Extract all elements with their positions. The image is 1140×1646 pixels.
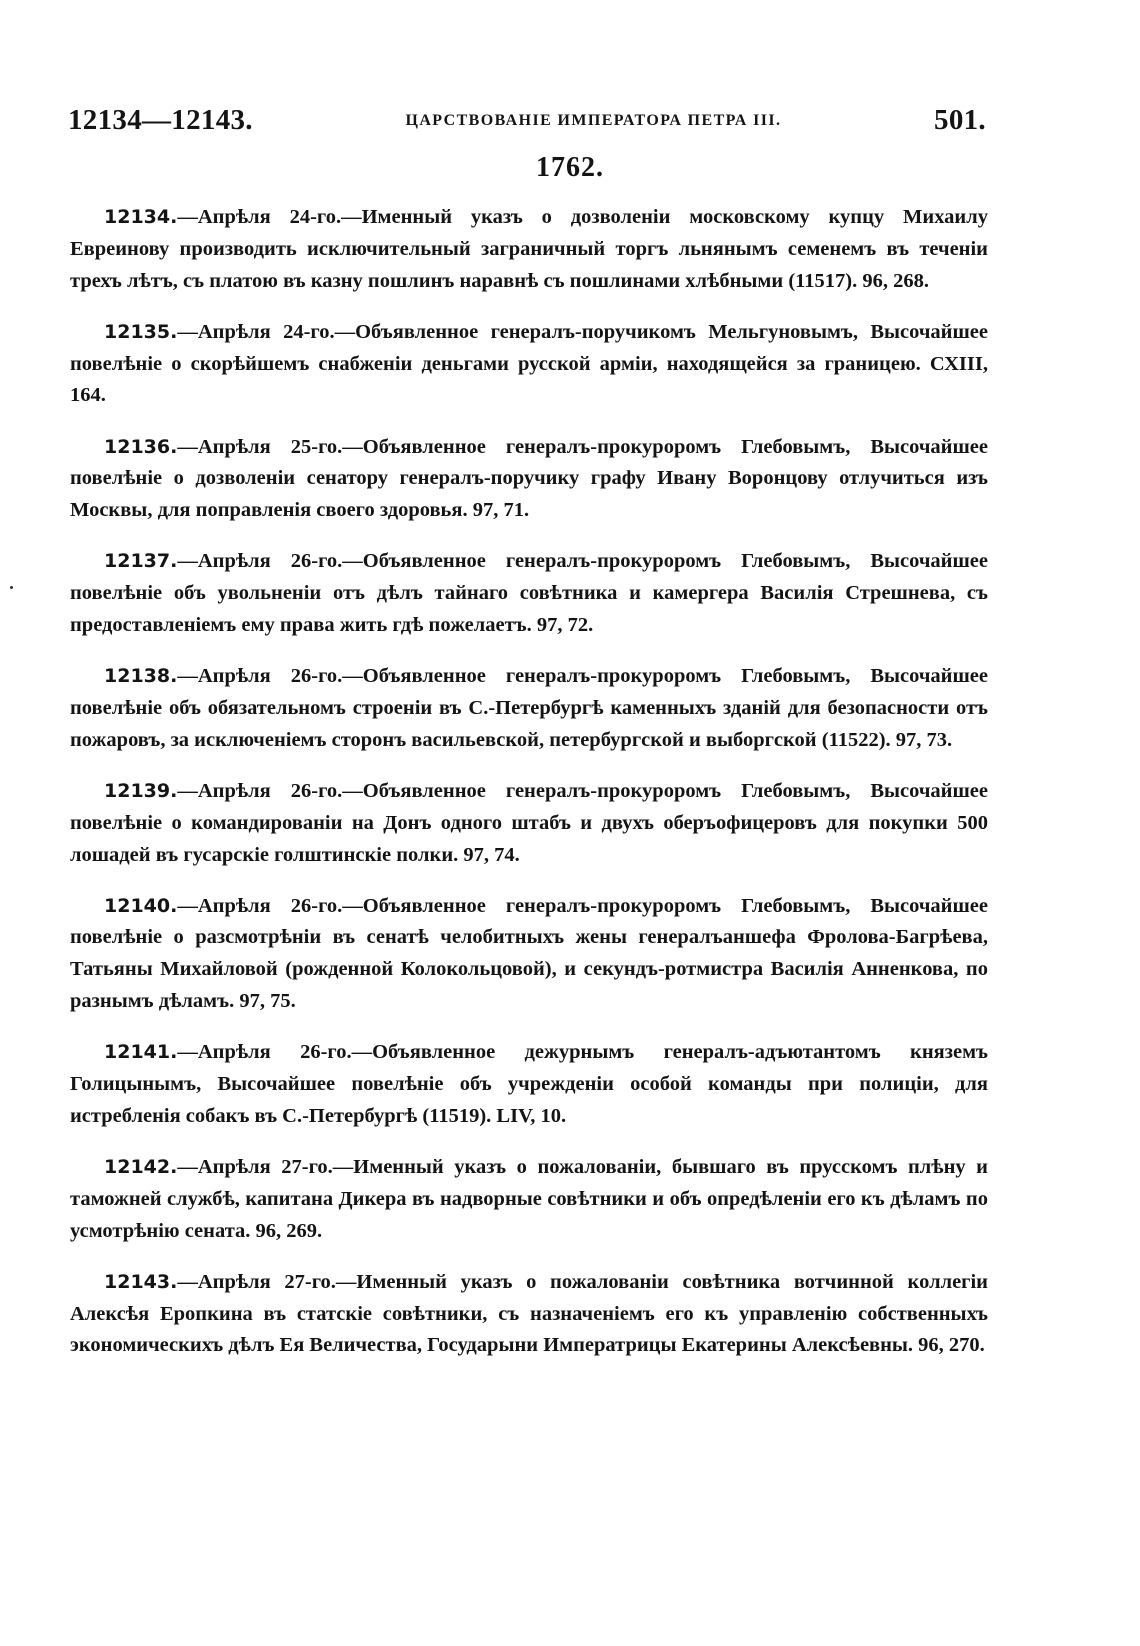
entry-text: —Апрѣля 26-го.—Объявленное генералъ-прокуроромъ Глебовымъ, Высочайшее повелѣніе о командированіи на Донъ одного штабъ и двухъ оберъофицеровъ для покупки 500 лошадей въ гусарскіе голштинскіе полки. 97, 74. xyxy=(70,779,988,866)
entry-text: —Апрѣля 24-го.—Объявленное генералъ-поручикомъ Мельгуновымъ, Высочайшее повелѣніе о скорѣйшемъ снабженіи деньгами русской арміи, находящейся за границею. СХIII, 164. xyxy=(70,320,988,407)
entry-12135 xyxy=(70,317,988,412)
entry-range: 12134—12143. xyxy=(68,104,253,136)
entry-12143 xyxy=(70,1267,988,1362)
entry-12139 xyxy=(70,776,988,871)
page-number: 501. xyxy=(934,104,986,136)
entry-12138 xyxy=(70,661,988,756)
entry-text: —Апрѣля 26-го.—Объявленное генералъ-прокуроромъ Глебовымъ, Высочайшее повелѣніе объ обязательномъ строеніи въ С.-Петербургѣ каменныхъ зданій для безопасности отъ пожаровъ, за исключеніемъ сторонъ васильевской, петербургской и выборгской (11522). 97, 73. xyxy=(70,665,988,751)
entry-text: —Апрѣля 27-го.—Именный указъ о пожалованіи, бывшаго въ прусскомъ плѣну и таможней службѣ, капитана Дикера въ надворные совѣтники и объ опредѣленіи его къ дѣламъ по усмотрѣнію сената. 96, 269. xyxy=(70,1156,988,1242)
entry-text: —Апрѣля 26-го.—Объявленное генералъ-прокуроромъ Глебовымъ, Высочайшее повелѣніе о разсмотрѣніи въ сенатѣ челобитныхъ жены генералъаншефа Фролова-Багрѣева, Татьяны Михайловой (рожденной Колокольцовой), и секундъ-ротмистра Василія Анненкова, по разнымъ дѣламъ. 97, 75. xyxy=(70,894,988,1013)
entry-text: —Апрѣля 25-го.—Объявленное генералъ-прокуроромъ Глебовымъ, Высочайшее повелѣніе о дозволеніи сенатору генералъ-поручику графу Ивану Воронцову отлучиться изъ Москвы, для поправленія своего здоровья. 97, 71. xyxy=(70,435,988,522)
entry-text: —Апрѣля 27-го.—Именный указъ о пожалованіи совѣтника вотчинной коллегіи Алексѣя Еропкина въ статскіе совѣтники, съ назначеніемъ его къ управленію собственныхъ экономическихъ дѣлъ Ея Величества, Государыни Императрицы Екатерины Алексѣевны. 96, 270. xyxy=(70,1270,988,1357)
entry-number: 12138. xyxy=(104,665,178,688)
entry-number: 12137. xyxy=(104,550,178,573)
entry-number: 12143. xyxy=(104,1270,178,1293)
entry-number: 12135. xyxy=(104,320,178,343)
running-header xyxy=(68,104,986,144)
entry-12136 xyxy=(70,432,988,527)
entry-number: 12134. xyxy=(104,206,178,228)
running-title: ЦАРСТВОВАНІЕ ИМПЕРАТОРА ПЕТРА III. xyxy=(405,112,782,129)
entry-number: 12136. xyxy=(104,435,178,458)
entry-12134 xyxy=(70,202,988,297)
entry-12142 xyxy=(70,1152,988,1247)
entry-12140 xyxy=(70,891,988,1018)
entry-12137 xyxy=(70,546,988,641)
entry-text: —Апрѣля 26-го.—Объявленное генералъ-прокуроромъ Глебовымъ, Высочайшее повелѣніе объ увольненіи отъ дѣлъ тайнаго совѣтника и камергера Василія Стрешнева, съ предоставленіемъ ему права жить гдѣ пожелаетъ. 97, 72. xyxy=(70,550,988,636)
entry-number: 12141. xyxy=(104,1041,178,1064)
year-heading: 1762. xyxy=(536,152,604,183)
entry-text: —Апрѣля 26-го.—Объявленное дежурнымъ генералъ-адъютантомъ княземъ Голицынымъ, Высочайшее повелѣніе объ учрежденіи особой команды при полиціи, для истребленія собакъ въ С.-Петербургѣ (11519). LIV, 10. xyxy=(70,1041,988,1127)
entry-number: 12140. xyxy=(104,894,178,917)
entry-text: —Апрѣля 24-го.—Именный указъ о дозволеніи московскому купцу Михаилу Евреинову производить исключительный заграничный торгъ льнянымъ семенемъ въ теченіи трехъ лѣтъ, съ платою въ казну пошлинъ наравнѣ съ пошлинами хлѣбными (11517). 96, 268. xyxy=(70,206,988,292)
entry-number: 12139. xyxy=(104,779,178,802)
entry-12141 xyxy=(70,1037,988,1132)
entry-number: 12142. xyxy=(104,1156,178,1179)
entries-list xyxy=(70,202,988,1362)
margin-speck xyxy=(10,586,13,589)
